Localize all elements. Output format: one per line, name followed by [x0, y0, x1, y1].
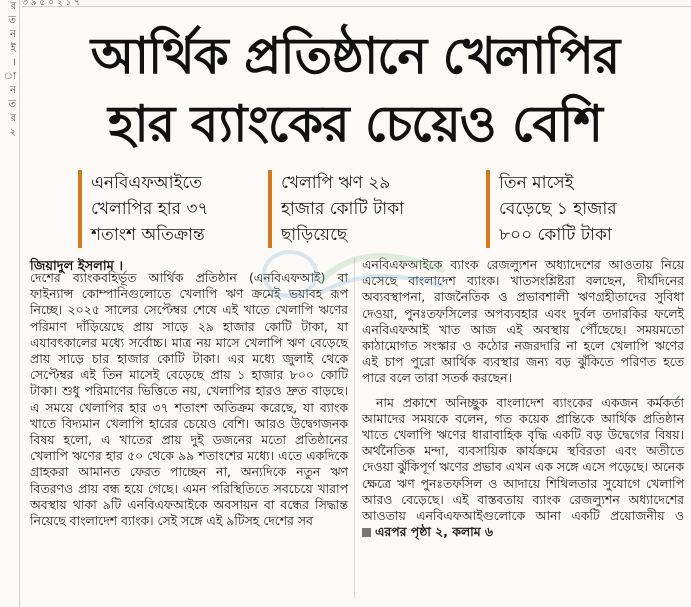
- article-paragraph: দেশের ব্যাংকবহির্ভূত আর্থিক প্রতিষ্ঠান (এনবিএফআই) বা ফাইন্যান্স কোম্পানিগুলোতে খেলাপি ঋণ ক্রমেই ভয়াবহ রূপ নিচ্ছে। ২০২৫ সালের সেপ্টেম্বর শেষে এই খাতে খেলাপি ঋণের পরিমাণ দাঁড়িয়েছে প্রায় সাড়ে ২৯ হাজার কোটি টাকা, যা এযাবৎকালের মধ্যে সর্বোচ্চ। মাত্র নয় মাসে খেলাপি ঋণ বেড়েছে প্রায় সাড়ে চার হাজার কোটি টাকা। এর মধ্যে জুলাই থেকে সেপ্টেম্বর এই তিন মাসেই বেড়েছে প্রায় ১ হাজার ৮০০ কোটি টাকা। শুধু পরিমাণের ভিত্তিতে নয়, খেলাপির হারও দ্রুত বাড়ছে। এ সময়ে খেলাপির হার ৩৭ শতাংশ অতিক্রম করেছে, যা ব্যাংক খাতে বিদ্যমান খেলাপি হারের চেয়েও বেশি। আরও উদ্বেগজনক বিষয় হলো, এ খাতের প্রায় দুই ডজনের মতো প্রতিষ্ঠানের খেলাপি ঋণের হার ৫০ থেকে ৯৯ শতাংশের মধ্যে। এতে একদিকে গ্রাহকরা আমানত ফেরত পাচ্ছেন না, অন্যদিকে নতুন ঋণ বিতরণও প্রায় বন্ধ হয়ে গেছে। এমন পরিস্থিতিতে সবচেয়ে খারাপ অবস্থায় থাকা ৯টি এনবিএফআইকে অবসায়ন বা বন্ধের সিদ্ধান্ত নিয়েছে বাংলাদেশ ব্যাংক। সেই সঙ্গে এই ৯টিসহ দেশের সব: [30, 270, 348, 529]
- article-paragraph-with-jump: [362, 395, 684, 541]
- left-edge-char: ন: [10, 29, 16, 40]
- left-edge-char: র: [10, 113, 16, 124]
- top-edge-text: ৩ ৯ ৫ ০ ২ ১ ৭: [22, 0, 81, 7]
- deck-line: খেলাপি ঋণ ২৯: [281, 173, 391, 193]
- deck-line: এনবিএফআইতে: [91, 173, 203, 193]
- headline-line-1: আর্থিক প্রতিষ্ঠানে খেলাপির: [90, 26, 620, 85]
- deck-3: [486, 170, 686, 248]
- headline-line-2: হার ব্যাংকের চেয়েও বেশি: [107, 94, 603, 153]
- left-edge-char: ২: [9, 127, 16, 138]
- deck-line: ৮০০ কোটি টাকা: [499, 225, 612, 245]
- left-edge-char: ই: [10, 43, 16, 54]
- byline: জিয়াদুল ইসলাম ।: [30, 259, 124, 274]
- deck-line: হাজার কোটি টাকা: [281, 199, 405, 219]
- article-column-left: [30, 270, 348, 529]
- headline: [30, 22, 680, 158]
- jump-square-icon: [362, 528, 371, 537]
- left-edge-char: ন: [10, 85, 16, 96]
- deck-line: বেড়েছে ১ হাজার: [499, 199, 617, 219]
- left-edge-char: র: [10, 1, 16, 12]
- deck-line: ছাড়িয়েছে: [281, 225, 348, 245]
- continued-on-link[interactable]: [362, 524, 493, 539]
- deck-1: [78, 170, 263, 248]
- left-edge-char: া: [3, 71, 16, 82]
- left-edge-char: ত: [8, 99, 16, 110]
- article-paragraph: নাম প্রকাশে অনিচ্ছুক বাংলাদেশ ব্যাংকের একজন কর্মকর্তা আমাদের সময়কে বলেন, গত কয়েক প্রান্তিকে আর্থিক প্রতিষ্ঠান খাতে খেলাপি ঋণের ধারাবাহিক বৃদ্ধি একটি বড় উদ্বেগের বিষয়। অর্থনৈতিক মন্দা, ব্যবসায়িক কার্যক্রমে স্থবিরতা এবং অতীতে দেওয়া ঝুঁকিপূর্ণ ঋণের প্রভাব এখন এক সঙ্গে এসে পড়েছে। অনেক ক্ষেত্রে ঋণ পুনঃতফসিল ও আদায়ে শিথিলতার সুযোগে খেলাপি আরও বেড়েছে। এই বাস্তবতায় ব্যাংক রেজল্যুশন অধ্যাদেশের আওতায় এনবিএফআইগুলোকে আনা একটি প্রয়োজনীয় ও: [362, 394, 684, 524]
- column-divider: [354, 258, 355, 598]
- continued-on-text: এরপর পৃষ্ঠা ২, কলাম ৬: [375, 524, 493, 540]
- left-edge-strip: [0, 0, 20, 607]
- article-paragraph: এনবিএফআইকে ব্যাংক রেজল্যুশন অধ্যাদেশের আওতায় নিয়ে এসেছে বাংলাদেশ ব্যাংক। খাতসংশ্লিষ্টরা বলছেন, দীর্ঘদিনের অব্যবস্থাপনা, রাজনৈতিক ও প্রভাবশালী ঋণগ্রহীতাদের সুবিধা দেওয়া, পুনঃতফসিলের অপব্যবহার এবং দুর্বল তদারকির ফলেই এনবিএফআই খাত আজ এই অবস্থায় পৌঁছেছে। সময়মতো কাঠামোগত সংস্কার ও কঠোর নজরদারি না হলে খেলাপি ঋণের এই চাপ পুরো আর্থিক ব্যবস্থার জন্য বড় ঝুঁকিতে পরিণত হতে পারে বলে তারা সতর্ক করছেন।: [362, 257, 684, 386]
- top-edge-strip: [22, 0, 691, 7]
- subheadline-decks: [78, 170, 688, 248]
- deck-line: শতাংশ অতিক্রান্ত: [91, 225, 205, 245]
- left-edge-char: ত: [8, 15, 16, 26]
- article-column-right: [362, 257, 684, 540]
- deck-line: তিন মাসেই: [499, 173, 574, 193]
- deck-2: [268, 170, 478, 248]
- deck-line: খেলাপির হার ৩৭: [91, 199, 209, 219]
- left-edge-char: ।: [12, 57, 16, 68]
